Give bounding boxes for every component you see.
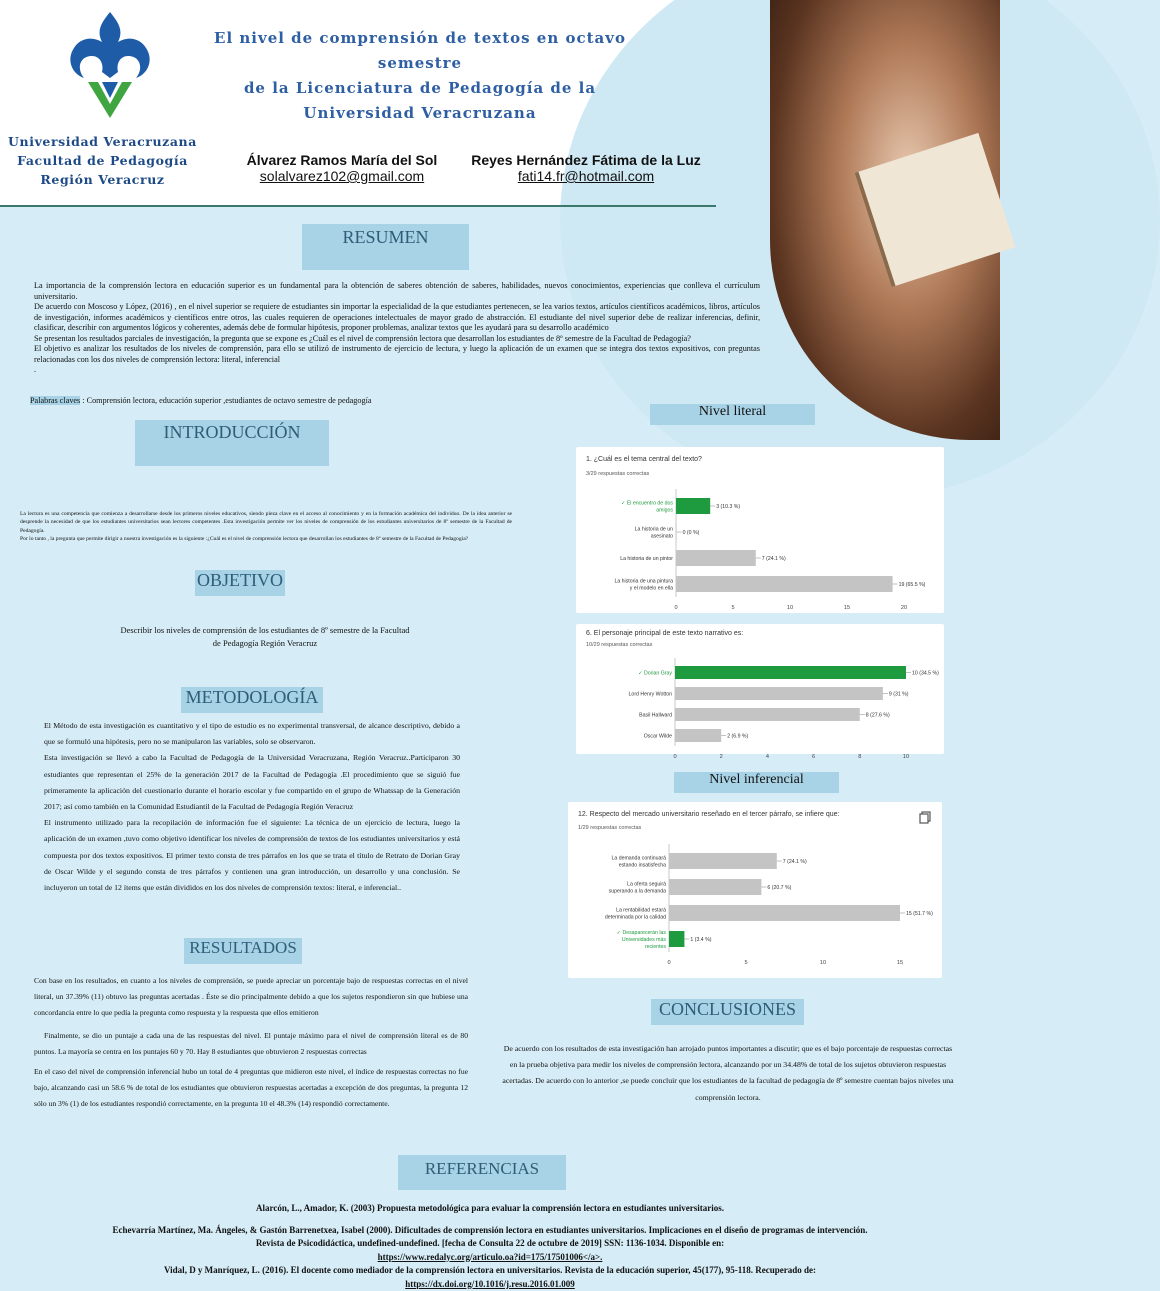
book-illustration [855,133,1016,287]
resumen-heading-box [302,224,469,270]
chart-2-data-label: 2 (6.9 %) [727,734,748,740]
chart-3-category-label: determinada por la calidad [605,915,666,921]
chart-3-data-label: 7 (24.1 %) [783,859,807,865]
chart-2-category-label: ✓ Dorian Gray [638,671,672,677]
nivel-inferencial-heading: Nivel inferencial [709,772,803,787]
chart-2-tick-label: 10 [903,754,909,760]
chart-3-bar [669,931,684,947]
chart-2-bar [675,687,883,700]
chart-1-subtitle: 3/29 respuestas correctas [586,471,649,477]
reference-3-link[interactable]: https://dx.doi.org/10.1016/j.resu.2016.01.009 [100,1278,880,1291]
resumen-p1: La importancia de la comprensión lectora en educación superior es un fundamental para la obtención de saberes obtención de saberes, habilidades, nuevos conocimientos, experiencias que conlleva el currículum universitario. [34,281,760,302]
conclusiones-p1: De acuerdo con los resultados de esta investigación han arrojado puntos importantes a discutir; que es el bajo porcentaje de respuestas correctas en la prueba objetiva para medir los niveles de comprensión lectora, alcanzando por un 34.48% de total de los sujetos obtuvieron respuestas acertadas. De acuerdo con lo anterior ,se puede concluir que los estudiantes de la facultad de pedagogía de 8º semestre cuentan bajos niveles una comprensión lectora. [500,1041,956,1106]
header-divider [0,205,716,207]
conclusiones-body [500,1041,956,1106]
resumen-p3: Se presentan los resultados parciales de investigación, la pregunta que se expone es ¿Cuál es el nivel de comprensión lectora que desarrollan los estudiantes de 8º semestre de la Facultad de Pedagogía? [34,334,760,345]
reference-2-link[interactable]: https://www.redalyc.org/articulo.oa?id=175/17501006</a>. [100,1251,880,1265]
chart-3-title: 12. Respecto del mercado universitario reseñado en el tercer párrafo, se infiere que: [578,811,839,818]
chart-3-data-label: 1 (3.4 %) [690,937,711,943]
metodologia-heading: METODOLOGÍA [186,687,319,707]
keywords-line [30,396,590,407]
author-1-name: Álvarez Ramos María del Sol [236,152,448,168]
metodologia-p2: Esta investigación se llevó a cabo la Facultad de Pedagogía de la Universidad Veracruzana, Región Veracruz..Participaron 30 estudiantes que representan el 25% de la generación 2017 de la Facultad de Pedagogía .El procedimiento que se siguió fue primeramente la aplicación del cuestionario durante el horario escolar y fue compartido en el grupo de Whatssap de la Generación 2017; así como también en la Comunidad Estudiantil de la Facultad de Pedagogía Región Veracruz [44,750,460,815]
university-block [0,132,205,189]
chart-1-category-label: y el modelo en ella [630,586,673,592]
chart-1-data-label: 19 (65.5 %) [899,582,926,588]
chart-2-title: 6. El personaje principal de este texto narrativo es: [586,630,743,637]
chart-1-bar [676,550,756,566]
objetivo-body [60,624,470,650]
chart-card-1 [576,447,944,613]
chart-2-category-label: Basil Hallward [639,713,672,719]
university-name: Universidad Veracruzana [0,132,205,151]
chart-1-tick-label: 10 [787,605,793,611]
author-1-email[interactable]: solalvarez102@gmail.com [236,168,448,184]
referencias-heading: REFERENCIAS [425,1159,539,1178]
chart-2-subtitle: 10/29 respuestas correctas [586,642,652,648]
metodologia-p1: El Método de esta investigación es cuantitativo y el tipo de estudio es no experimental transversal, de alcance descriptivo, debido a que se formuló una hipótesis, pero no se manipularon las variables, solo se observaron. [44,718,460,750]
nivel-inferencial-heading-box [674,772,839,793]
chart-2-data-label: 10 (34.5 %) [912,671,939,677]
chart-3-svg [568,802,942,978]
title-line-3: Universidad Veracruzana [180,101,660,126]
chart-1-category-label: La historia de una pintura [614,579,673,585]
chart-card-2 [576,624,944,754]
chart-2-bar [675,708,860,721]
chart-3-bar [669,853,777,869]
chart-2-tick-label: 2 [720,754,723,760]
author-2-name: Reyes Hernández Fátima de la Luz [462,152,710,168]
introduccion-heading-box [135,420,329,466]
resultados-p1: Con base en los resultados, en cuanto a los niveles de comprensión, se puede apreciar un porcentaje bajo de respuestas correctas en el nivel literal, un 37.39% (11) obtuvo las preguntas acertadas . Éste se dio principalmente debido a que los sujetos respondieron sin que hubiese una concordancia entre lo que pedía la pregunta como respuesta y la respuesta que ellos emitieron [34,973,468,1021]
chart-3-data-label: 15 (51.7 %) [906,911,933,917]
chart-1-category-label: asesinato [651,534,673,540]
chart-1-bar [676,498,710,514]
chart-3-bar [669,905,900,921]
chart-2-bar [675,729,721,742]
chart-1-svg [576,447,944,613]
author-1 [236,152,448,184]
chart-2-tick-label: 6 [812,754,815,760]
keywords-label: Palabras claves [30,396,80,405]
keywords-text: : Comprensión lectora, educación superior ,estudiantes de octavo semestre de pedagogía [80,396,371,405]
author-2-email[interactable]: fati14.fr@hotmail.com [462,168,710,184]
nivel-literal-heading: Nivel literal [699,404,766,419]
chart-1-tick-label: 0 [674,605,677,611]
metodologia-heading-box [181,687,323,713]
faculty-name: Facultad de Pedagogía [0,151,205,170]
chart-1-bar [676,524,677,540]
chart-2-svg [576,624,944,754]
chart-2-category-label: Lord Henry Wotton [629,692,673,698]
chart-1-data-label: 7 (24.1 %) [762,556,786,562]
chart-2-tick-label: 8 [858,754,861,760]
introduccion-body [20,510,512,544]
chart-2-tick-label: 4 [766,754,769,760]
chart-1-title: 1. ¿Cuál es el tema central del texto? [586,456,702,463]
resumen-body [34,281,760,376]
resultados-p2: Finalmente, se dio un puntaje a cada una de las respuestas del nivel. El puntaje máximo para el nivel de comprensión literal es de 80 puntos. La mayoría se centra en los puntajes 60 y 70. Hay 8 estudiantes que obtuvieron 2 respuestas correctas [34,1028,468,1060]
chart-1-tick-label: 5 [731,605,734,611]
chart-2-data-label: 9 (31 %) [889,692,909,698]
poster-title [180,26,660,126]
chart-3-category-label: recientes [645,944,666,950]
chart-1-category-label: ✓ El encuentro de dos [621,501,673,507]
chart-3-tick-label: 0 [667,960,670,966]
resultados-body [34,973,468,1112]
reference-1: Alarcón, L., Amador, K. (2003) Propuesta metodológica para evaluar la comprensión lectora en estudiantes universitarios. [100,1202,880,1216]
metodologia-body [44,718,460,896]
chart-3-category-label: La rentabilidad estará [616,908,666,914]
chart-2-bar [675,666,906,679]
objetivo-line-2: de Pedagogía Región Veracruz [60,637,470,650]
conclusiones-heading: CONCLUSIONES [659,999,796,1019]
introduccion-p2: Por lo tanto , la pregunta que permite dirigir a nuestra investigación es la siguiente :¿Cuál es el nivel de comprensión lectora que desarrollan los estudiantes de 8º semestre de la Facultad de Pedagogía? [20,535,512,543]
chart-3-category-label: La demanda continuará [611,856,666,862]
chart-card-3 [568,802,942,978]
chart-1-bar [676,576,893,592]
chart-2-data-label: 8 (27.6 %) [866,713,890,719]
chart-3-category-label: Universidades más [622,937,667,943]
chart-3-category-label: La oferta seguirá [627,882,666,888]
resumen-p2: De acuerdo con Moscoso y López, (2016) , en el nivel superior se requiere de estudiantes sin importar la especialidad de la que estudiantes pertenecen, se lea varios textos, artículos científicos académicos, libros, artículos de investigación, informes académicos y científicos entre otros, las cuales requieren de operaciones intelectuales de mayor grado de abstracción. El estudiante del nivel superior debe de realizar inferencias, definir, clasificar, describir con argumentos lógicos y coherentes, además debe de formular hipótesis, proponer problemas, analizar textos que les ayudará para su desarrollo académico [34,302,760,334]
objetivo-heading-box [195,570,285,596]
resultados-p3: En el caso del nivel de comprensión inferencial hubo un total de 4 preguntas que midieron este nivel, el índice de respuestas correctas no fue bajo, alcanzando casi un 58.6 % de total de los estudiantes que obtuvieron respuestas acertadas a excepción de dos preguntas, la pregunta 12 sólo un 3% (1) de los estudiantes respondió correctamente, en la pregunta 10 el 48.3% (14) respondió correctamente. [34,1064,468,1112]
referencias-heading-box [398,1155,566,1190]
resultados-heading: RESULTADOS [189,938,297,957]
resumen-heading: RESUMEN [342,227,428,247]
introduccion-p1: La lectura es una competencia que comienza a desarrollarse desde los primeros niveles educativos, siendo pieza clave en el acceso al conocimiento y en la formación académica del individuo. De la idea anterior se desprende la necesidad de que los estudiantes universitarios sean lectores competentes .Esta investigación permite ver los niveles de comprensión de los estudiantes universitarios de 8º semestre de la Facultad de Pedagogía. [20,510,512,535]
chart-1-tick-label: 15 [844,605,850,611]
chart-3-category-label: superando a la demanda [609,889,667,895]
metodologia-p3: El instrumento utilizado para la recopilación de información fue el siguiente: La técnica de un ejercicio de lectura, luego la aplicación de un examen ,tuvo como objetivo identificar los niveles de comprensión de textos de los estudiantes universitarios y está compuesta por dos textos expositivos. El primer texto consta de tres párrafos en los que se trata el título de Retrato de Dorian Gray de Oscar Wilde y el segundo consta de tres párrafos y contienen una gran introducción, un desarrollo y una conclusión. Se incluyeron un total de 12 ítems que están divididos en los dos niveles de comprensión textos: literal, e inferencial.. [44,815,460,896]
title-line-1: El nivel de comprensión de textos en octavo semestre [180,26,660,76]
chart-3-tick-label: 5 [744,960,747,966]
conclusiones-heading-box [651,999,804,1025]
chart-3-data-label: 6 (20.7 %) [767,885,791,891]
chart-3-category-label: ✓ Desaparecerán las [617,930,667,936]
chart-1-category-label: La historia de un pintor [620,556,673,562]
chart-2-category-label: Oscar Wilde [644,734,672,740]
chart-1-data-label: 3 (10.3 %) [716,504,740,510]
university-logo-icon [62,8,158,126]
title-line-2: de la Licenciatura de Pedagogía de la [180,76,660,101]
author-2 [462,152,710,184]
nivel-literal-heading-box [650,404,815,425]
resultados-heading-box [184,938,302,964]
region-name: Región Veracruz [0,170,205,189]
chart-1-tick-label: 20 [901,605,907,611]
chart-1-category-label: La historia de un [635,527,673,533]
chart-2-tick-label: 0 [673,754,676,760]
reference-2: Echevarría Martínez, Ma. Ángeles, & Gastón Barrenetxea, Isabel (2000). Dificultades de comprensión lectora en estudiantes universitarios. Implicaciones en el diseño de programas de intervención. Revista de Psicodidáctica, undefined-undefined. [fecha de Consulta 22 de octubre de 2019] SSN: 1136-1034. Disponible en: [100,1224,880,1251]
referencias-body [100,1202,880,1291]
resumen-p4: El objetivo es analizar los resultados de los niveles de comprensión, para ello se utilizó de instrumento de ejercicio de lectura, y luego la aplicación de un examen que se integra dos textos expositivos, con preguntas relacionadas con los dos niveles de comprensión lectora: literal, inferencial [34,344,760,365]
chart-3-tick-label: 10 [820,960,826,966]
chart-3-bar [669,879,761,895]
resumen-dot: . [34,365,760,376]
objetivo-line-1: Describir los niveles de comprensión de los estudiantes de 8º semestre de la Facultad [60,624,470,637]
chart-3-category-label: estando insatisfecha [619,863,666,869]
reference-3: Vidal, D y Manríquez, L. (2016). El docente como mediador de la comprensión lectora en universitarios. Revista de la educación superior, 45(177), 95-118. Recuperado de: [100,1264,880,1278]
chart-1-category-label: amigos [656,508,673,514]
introduccion-heading: INTRODUCCIÓN [164,422,301,442]
objetivo-heading: OBJETIVO [197,570,283,590]
chart-3-subtitle: 1/29 respuestas correctas [578,825,641,831]
chart-1-data-label: 0 (0 %) [683,530,700,536]
chart-3-tick-label: 15 [897,960,903,966]
